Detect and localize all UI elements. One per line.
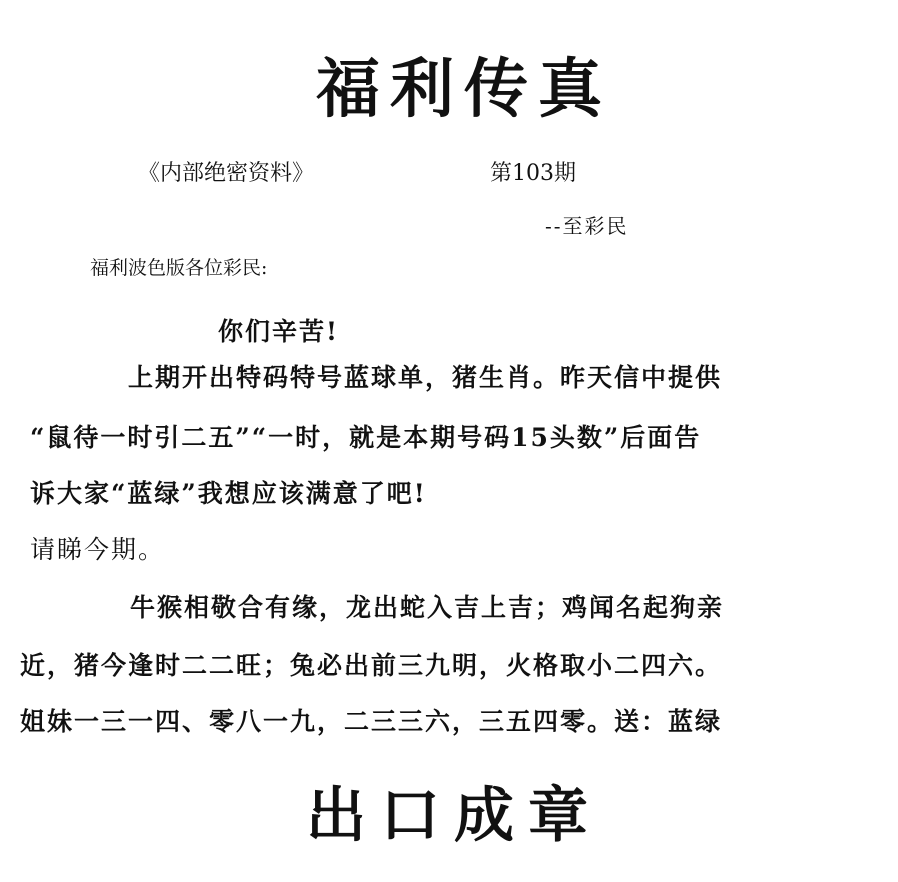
poem-line: 姐妹一三一四、零八一九，二三三六，三五四零。送：蓝绿 — [20, 707, 723, 736]
body-line: 上期开出特码特号蓝球单，猪生肖。昨天信中提供 — [128, 363, 723, 392]
signature-line: --至彩民 — [545, 214, 629, 238]
body-line: 请睇今期。 — [30, 535, 166, 564]
body-line: 诉大家“蓝绿”我想应该满意了吧! — [30, 479, 427, 508]
poem-line: 近，猪今逢时二二旺；兔必出前三九明，火格取小二四六。 — [20, 651, 723, 680]
document-title: 福利传真 — [316, 52, 612, 127]
closing-title: 出口成章 — [306, 781, 602, 851]
document-subtitle: 《内部绝密资料》 — [138, 161, 315, 186]
poem-line: 牛猴相敬合有缘，龙出蛇入吉上吉；鸡闻名起狗亲 — [130, 593, 725, 622]
letter-thanks: 你们辛苦! — [218, 317, 339, 346]
letter-greeting: 福利波色版各位彩民: — [90, 257, 268, 279]
body-line: “鼠待一时引二五”“一时，就是本期号码15头数”后面告 — [30, 423, 702, 452]
issue-number: 第103期 — [490, 161, 576, 186]
